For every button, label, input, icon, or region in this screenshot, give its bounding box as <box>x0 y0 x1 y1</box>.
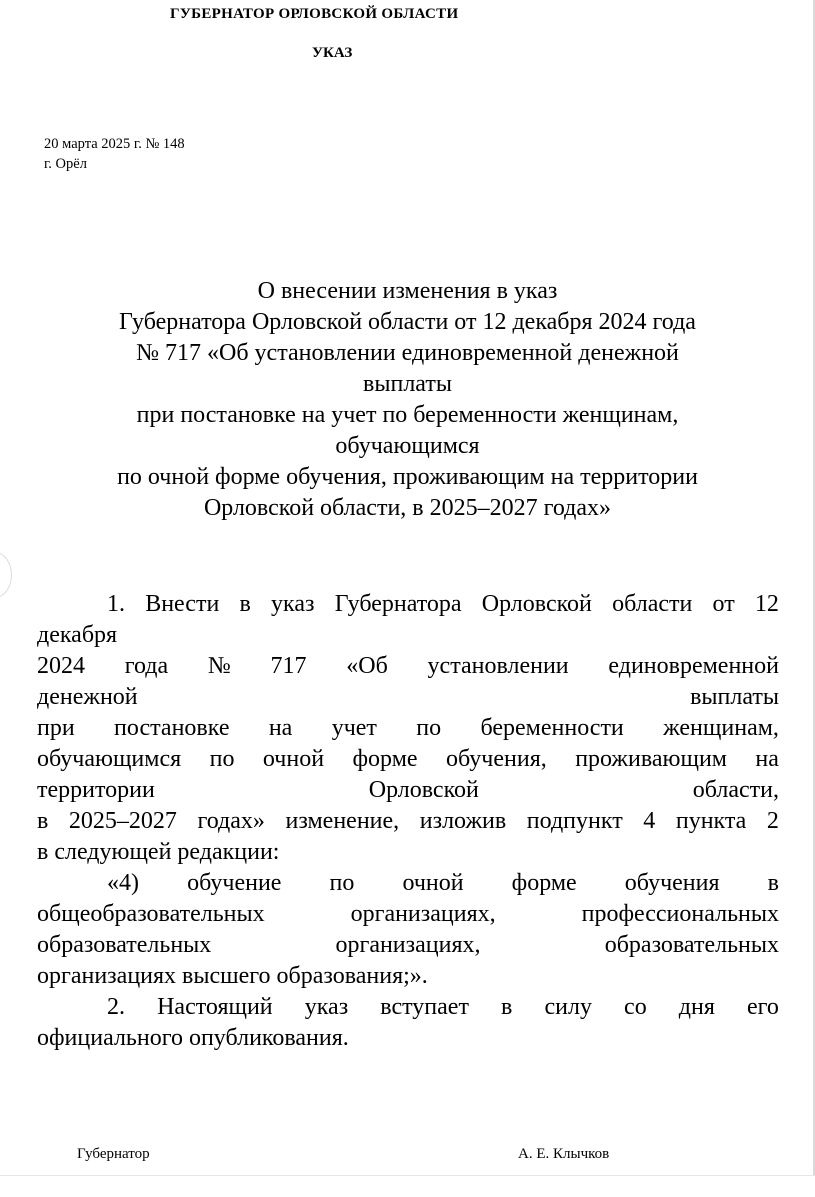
word: на <box>755 746 779 772</box>
word: области <box>612 591 693 617</box>
word: 4 <box>643 808 656 834</box>
word: форме <box>511 870 577 896</box>
document-body <box>37 589 779 1054</box>
word: его <box>746 994 779 1020</box>
paragraph-1-line: в следующей редакции: <box>37 839 280 865</box>
word: организациях, <box>350 901 496 927</box>
paragraph-2-line <box>37 899 779 930</box>
word: денежной <box>37 684 138 710</box>
paragraph-3-line: официального опубликования. <box>37 1025 349 1051</box>
word: со <box>624 994 647 1020</box>
word: обучения <box>624 870 720 896</box>
paragraph-2-line: организациях высшего образования;». <box>37 963 428 989</box>
word: 2025–2027 <box>68 808 177 834</box>
title-line: Орловской области, в 2025–2027 годах» <box>203 495 612 521</box>
word: общеобразовательных <box>37 901 265 927</box>
word: 2024 <box>37 653 85 679</box>
word: организациях, <box>335 932 481 958</box>
word: Губернатора <box>334 591 462 617</box>
word: выплаты <box>690 684 779 710</box>
word: области, <box>692 777 779 803</box>
word: годах» <box>197 808 265 834</box>
word: указ <box>304 994 349 1020</box>
title-line: О внесении изменения в указ <box>257 278 558 304</box>
paragraph-1-line <box>37 651 779 682</box>
title-line: по очной форме обучения, проживающим на территории <box>117 464 698 490</box>
paragraph-1-line <box>37 682 779 713</box>
paragraph-2-line <box>37 868 779 899</box>
issuing-authority: ГУБЕРНАТОР ОРЛОВСКОЙ ОБЛАСТИ <box>170 6 459 22</box>
word: в <box>37 808 49 834</box>
paragraph-1-line <box>37 806 779 837</box>
word: женщинам, <box>663 715 779 741</box>
word: по <box>416 715 442 741</box>
word: форме <box>352 746 418 772</box>
page-bottom-edge <box>0 1175 815 1197</box>
word: пункта <box>675 808 747 834</box>
word: единовременной <box>608 653 779 679</box>
paragraph-1-line <box>37 744 779 775</box>
paragraph-1-line: декабря <box>37 622 118 648</box>
title-line: при постановке на учет по беременности женщинам, <box>136 402 679 428</box>
word: территории <box>37 777 155 803</box>
document-type: УКАЗ <box>312 45 353 61</box>
word: «4) <box>107 870 139 896</box>
word: силу <box>544 994 592 1020</box>
word: 717 <box>270 653 307 679</box>
word: учет <box>331 715 377 741</box>
word: дня <box>678 994 715 1020</box>
word: Орловской <box>368 777 479 803</box>
word: изложив <box>419 808 507 834</box>
paragraph-2-line <box>37 930 779 961</box>
word: указ <box>271 591 315 617</box>
word: образовательных <box>604 932 779 958</box>
title-line: обучающимся <box>335 433 480 459</box>
word: в <box>239 591 251 617</box>
word: № <box>207 653 231 679</box>
word: по <box>329 870 355 896</box>
word: года <box>124 653 169 679</box>
word: очной <box>402 870 464 896</box>
word: обучение <box>187 870 282 896</box>
word: 2 <box>766 808 779 834</box>
word: образовательных <box>37 932 212 958</box>
word: на <box>268 715 293 741</box>
document-title <box>40 276 775 524</box>
word: профессиональных <box>581 901 779 927</box>
word: Настоящий <box>157 994 273 1020</box>
word: Внести <box>145 591 220 617</box>
word: «Об <box>346 653 388 679</box>
word: постановке <box>114 715 230 741</box>
word: беременности <box>480 715 624 741</box>
word: очной <box>262 746 325 772</box>
word: Орловской <box>481 591 592 617</box>
word: вступает <box>380 994 469 1020</box>
title-line: Губернатора Орловской области от 12 декабря 2024 года <box>119 309 696 335</box>
word: установлении <box>427 653 569 679</box>
paragraph-3-line <box>37 992 779 1023</box>
word: проживающим <box>575 746 727 772</box>
signatory-position: Губернатор <box>77 1146 150 1162</box>
word: в <box>767 870 779 896</box>
word: обучающимся <box>37 746 182 772</box>
signatory-name: А. Е. Клычков <box>518 1146 610 1162</box>
paragraph-1-line <box>37 775 779 806</box>
document-city: г. Орёл <box>44 156 87 172</box>
paragraph-1-line <box>37 589 779 620</box>
word: при <box>37 715 75 741</box>
paragraph-1-line <box>37 713 779 744</box>
word: в <box>501 994 513 1020</box>
word: 2. <box>107 994 125 1020</box>
title-line: № 717 «Об установлении единовременной денежной <box>136 340 679 366</box>
word: обучения, <box>445 746 547 772</box>
word: по <box>209 746 235 772</box>
word: 1. <box>107 591 125 617</box>
word: 12 <box>754 591 779 617</box>
document-date-number: 20 марта 2025 г. № 148 <box>44 136 185 152</box>
word: изменение, <box>285 808 400 834</box>
scroll-handle[interactable] <box>0 552 12 598</box>
title-line: выплаты <box>363 371 452 397</box>
word: от <box>712 591 735 617</box>
word: подпункт <box>526 808 623 834</box>
